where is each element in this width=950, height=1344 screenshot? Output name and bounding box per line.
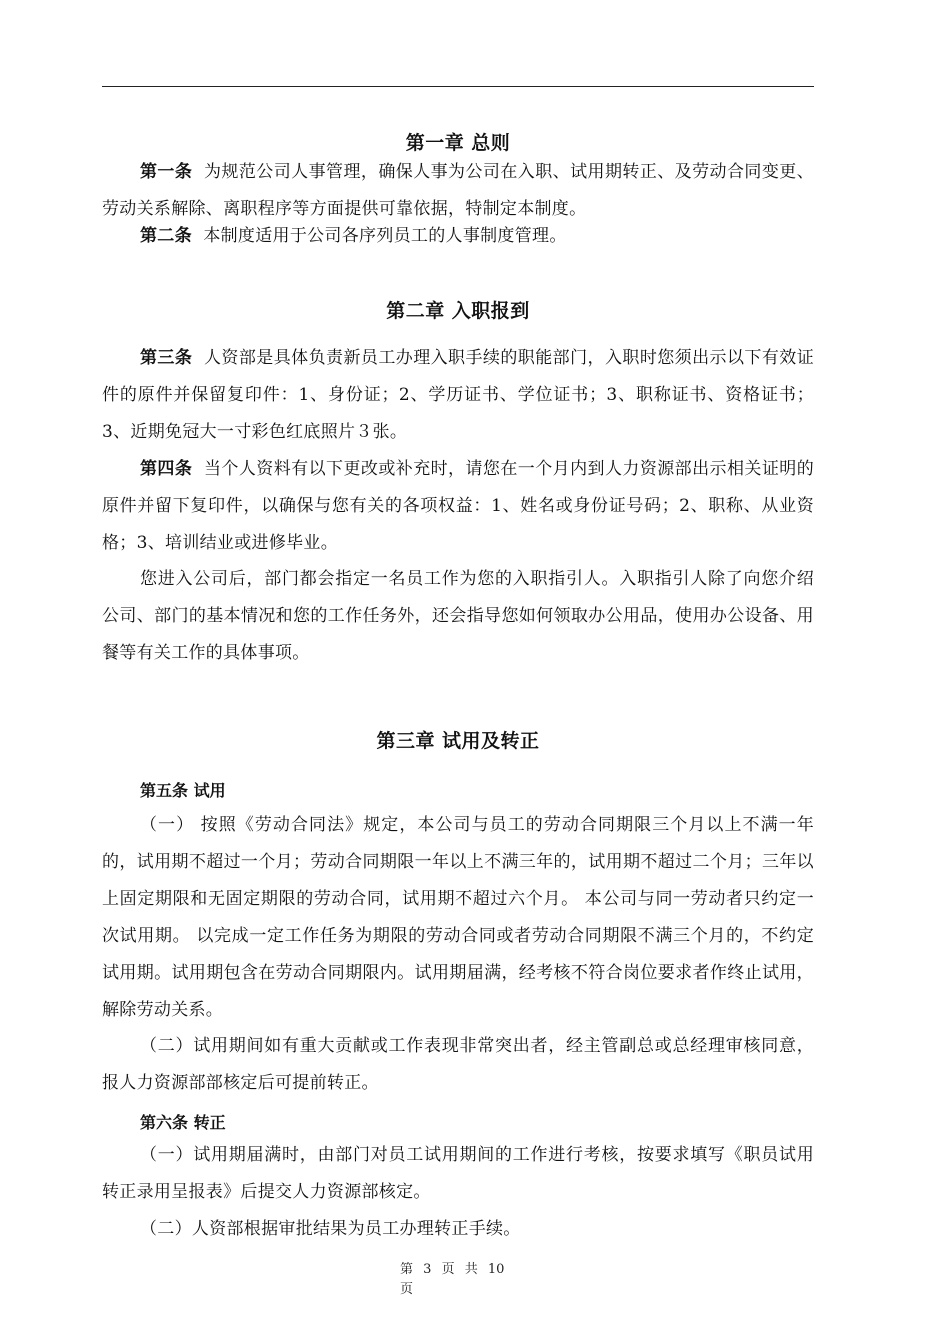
page-footer [400, 1260, 530, 1300]
article-2 [102, 218, 814, 255]
article-2-label: 第二条 [140, 226, 192, 246]
article-5-heading: 第五条 试用 [140, 781, 226, 800]
footer-ye: 页 [441, 1262, 455, 1277]
footer-ye-2: 页 [400, 1282, 414, 1297]
article-3-label: 第三条 [140, 348, 193, 368]
article-5-item-2: （二）试用期间如有重大贡献或工作表现非常突出者，经主管副总或总经理审核同意，报人力资源部部核定后可提前转正。 [102, 1036, 814, 1093]
header-rule [102, 86, 814, 87]
article-3-text: 人资部是具体负责新员工办理入职手续的职能部门，入职时您须出示以下有效证件的原件并保留复印件：1、身份证；2、学历证书、学位证书；3、职称证书、资格证书；3、近期免冠大一寸彩色红底照片３张。 [102, 348, 815, 442]
article-1 [102, 154, 814, 228]
chapter3-title: 第三章 试用及转正 [376, 730, 540, 752]
article-1-text: 为规范公司人事管理，确保人事为公司在入职、试用期转正、及劳动合同变更、劳动关系解除、离职程序等方面提供可靠依据，特制定本制度。 [102, 162, 815, 219]
article-1-label: 第一条 [140, 162, 193, 182]
footer-page-number: 3 [423, 1262, 432, 1277]
article-2-text: 本制度适用于公司各序列员工的人事制度管理。 [203, 226, 567, 246]
article-5-item-1: （一） 按照《劳动合同法》规定，本公司与员工的劳动合同期限三个月以上不满一年的，试用期不超过一个月；劳动合同期限一年以上不满三年的，试用期不超过二个月；三年以上固定期限和无固定期限的劳动合同，试用期不超过六个月。 本公司与同一劳动者只约定一次试用期。 以完成一定工作任务为期限的劳动合同或者劳动合同期限不满三个月的，不约定试用期。试用期包含在劳动合同期限内。试用期届满，经考核不符合岗位要求者作终止试用，解除劳动关系。 [102, 815, 814, 1020]
footer-di: 第 [400, 1262, 414, 1277]
article-4-label: 第四条 [140, 459, 193, 479]
article-6-item-2: （二）人资部根据审批结果为员工办理转正手续。 [140, 1219, 521, 1239]
article-6-heading: 第六条 转正 [140, 1113, 226, 1132]
onboarding-guide-paragraph: 您进入公司后，部门都会指定一名员工作为您的入职指引人。入职指引人除了向您介绍公司、部门的基本情况和您的工作任务外，还会指导您如何领取办公用品，使用办公设备、用餐等有关工作的具体事项。 [102, 569, 814, 663]
chapter1-title: 第一章 总则 [405, 132, 511, 154]
chapter2-title: 第二章 入职报到 [386, 300, 530, 322]
footer-gong: 共 [464, 1262, 478, 1277]
article-4 [102, 451, 814, 562]
article-6-item-1: （一）试用期届满时，由部门对员工试用期间的工作进行考核，按要求填写《职员试用转正录用呈报表》后提交人力资源部核定。 [102, 1145, 814, 1202]
footer-total-pages: 10 [487, 1262, 505, 1277]
article-4-text: 当个人资料有以下更改或补充时，请您在一个月内到人力资源部出示相关证明的原件并留下复印件，以确保与您有关的各项权益：1、姓名或身份证号码；2、职称、从业资格；3、培训结业或进修毕业。 [102, 459, 815, 553]
article-3 [102, 340, 814, 451]
